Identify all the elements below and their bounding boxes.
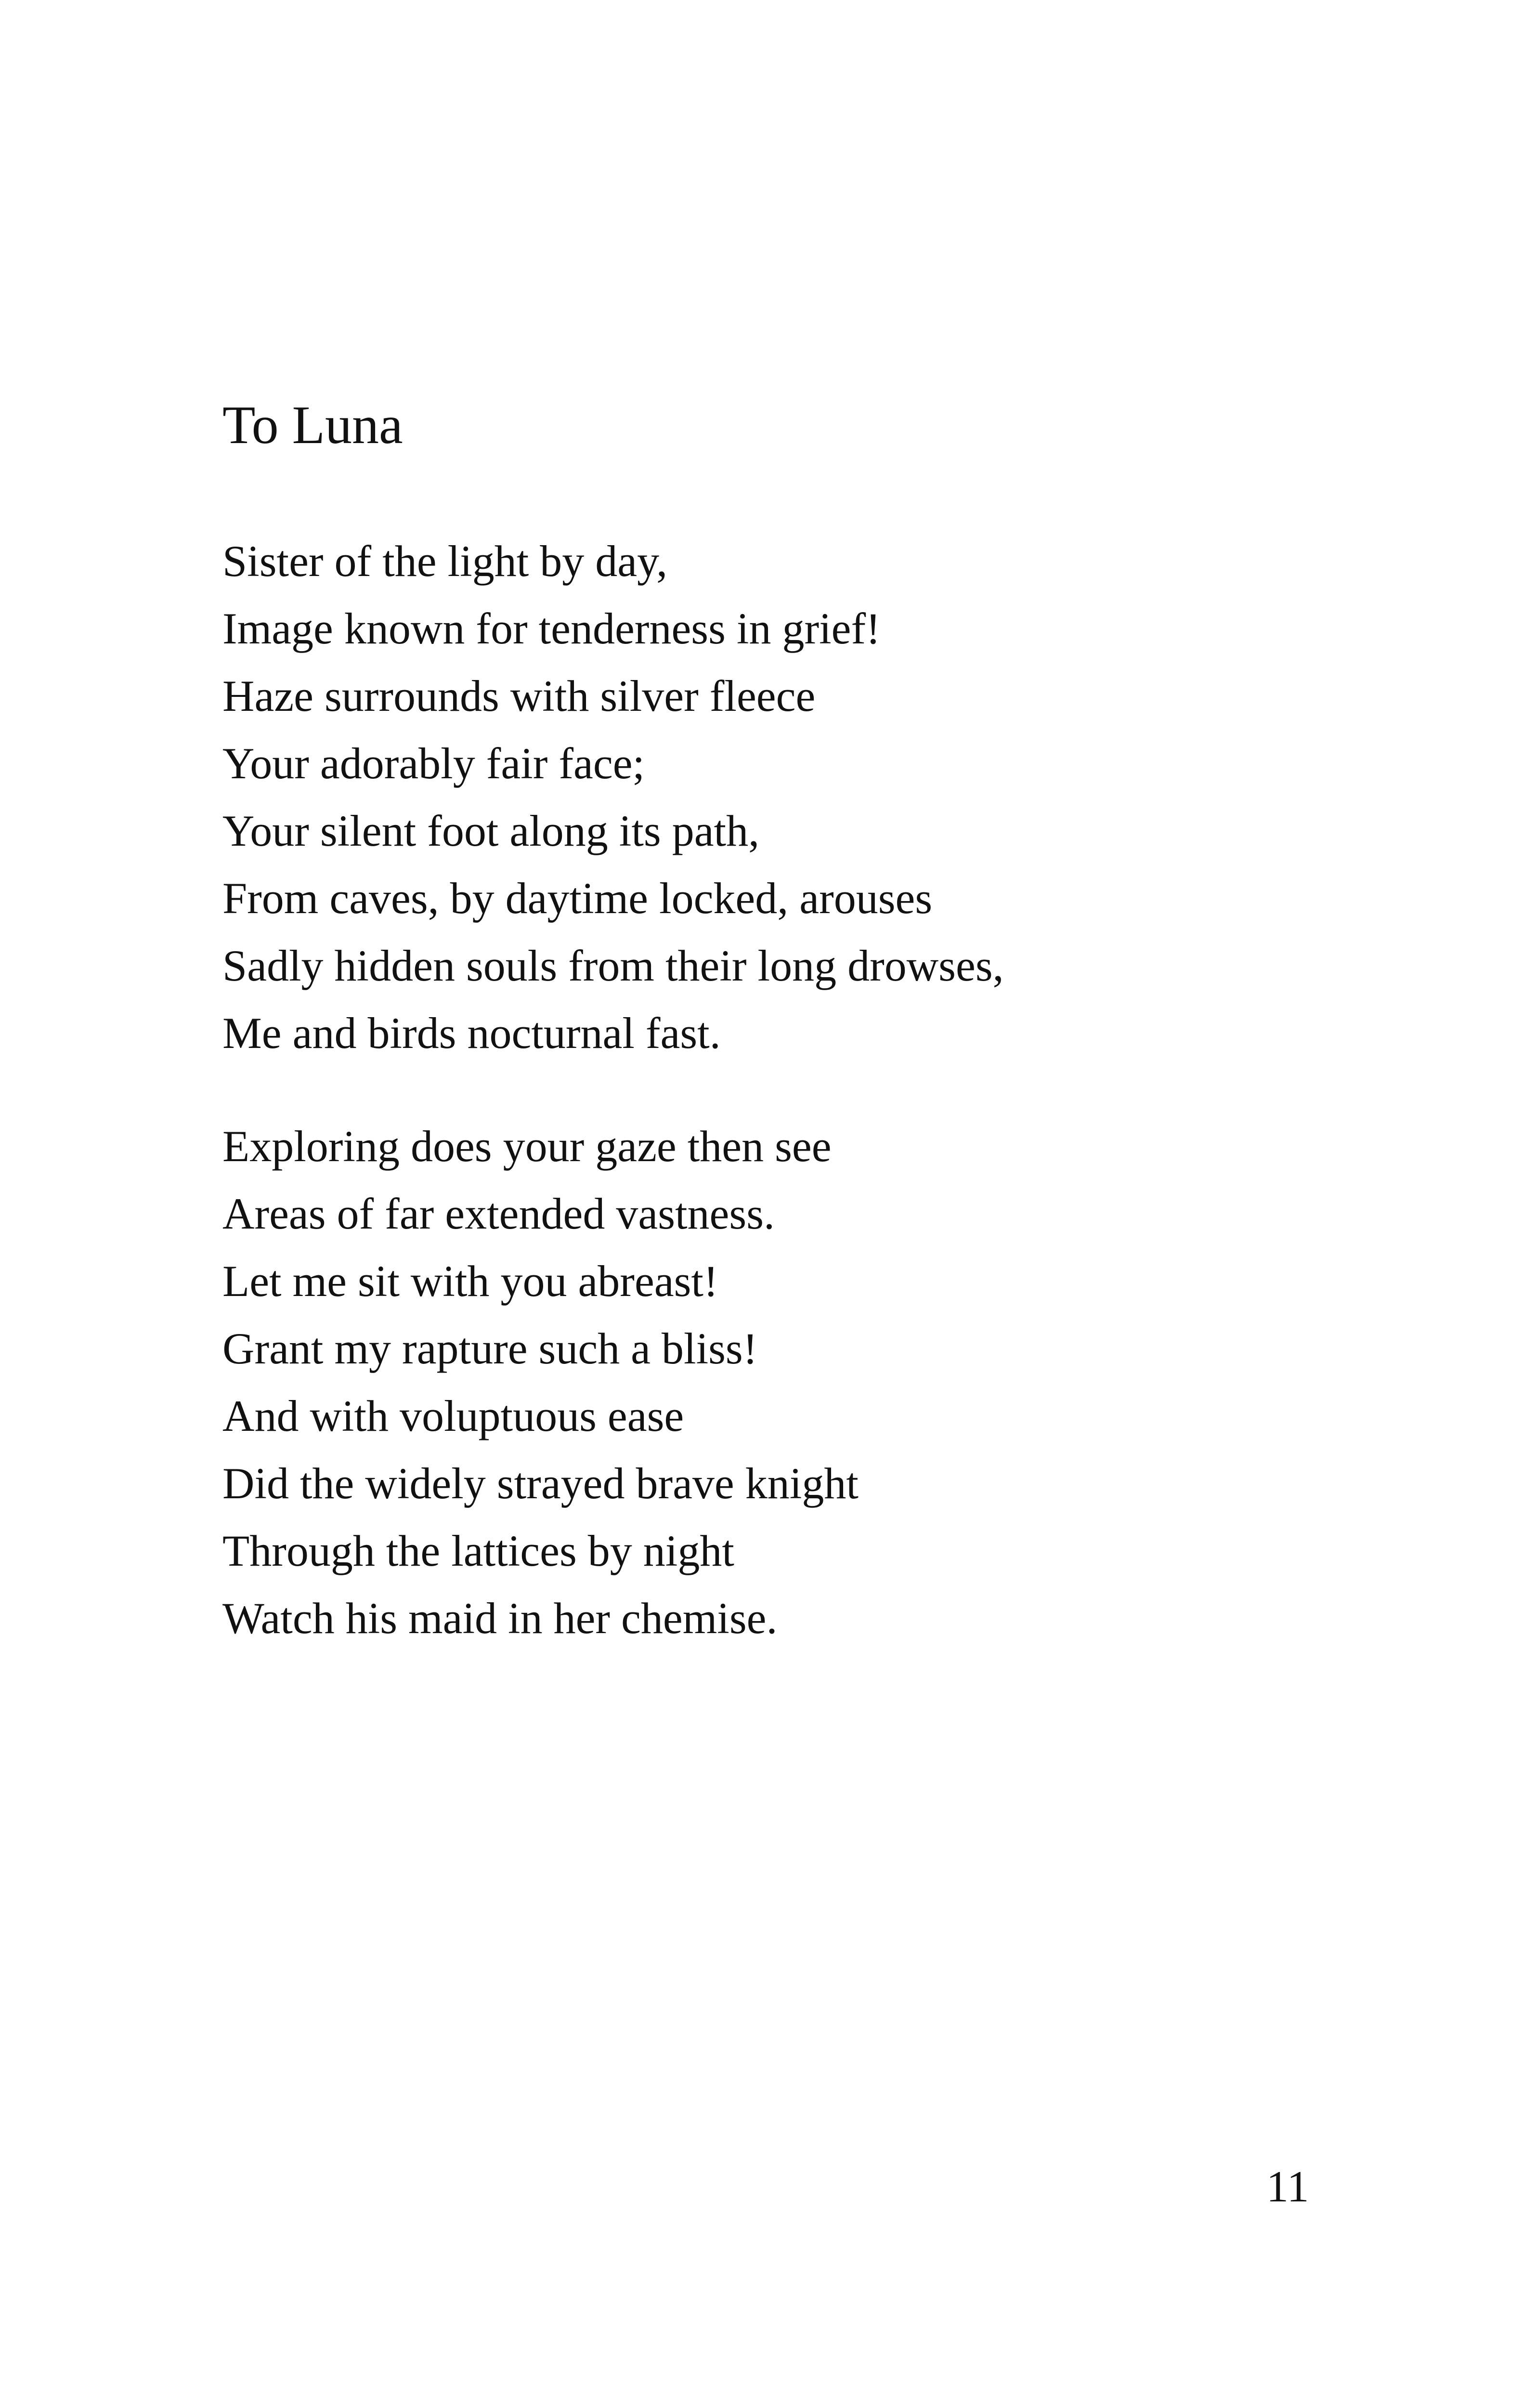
verse-line: Image known for tenderness in grief! bbox=[222, 604, 881, 653]
stanza-2 bbox=[222, 1112, 859, 1652]
verse-line: Sister of the light by day, bbox=[222, 537, 668, 586]
verse-line: Let me sit with you abreast! bbox=[222, 1256, 718, 1306]
verse-line: Did the widely strayed brave knight bbox=[222, 1459, 859, 1508]
verse-line: And with voluptuous ease bbox=[222, 1391, 684, 1440]
verse-line: From caves, by daytime locked, arouses bbox=[222, 874, 933, 923]
verse-line: Exploring does your gaze then see bbox=[222, 1122, 832, 1171]
verse-line: Grant my rapture such a bliss! bbox=[222, 1324, 758, 1373]
verse-line: Haze surrounds with silver fleece bbox=[222, 671, 816, 720]
verse-line: Through the lattices by night bbox=[222, 1526, 734, 1575]
verse-line: Your adorably fair face; bbox=[222, 739, 645, 788]
verse-line: Areas of far extended vastness. bbox=[222, 1189, 775, 1238]
verse-line: Sadly hidden souls from their long drowses, bbox=[222, 941, 1004, 990]
verse-line: Watch his maid in her chemise. bbox=[222, 1594, 778, 1643]
page-number: 11 bbox=[1266, 2162, 1309, 2211]
stanza-1 bbox=[222, 527, 1004, 1067]
verse-line: Your silent foot along its path, bbox=[222, 806, 760, 855]
poem-title: To Luna bbox=[222, 395, 403, 455]
verse-line: Me and birds nocturnal fast. bbox=[222, 1008, 721, 1058]
